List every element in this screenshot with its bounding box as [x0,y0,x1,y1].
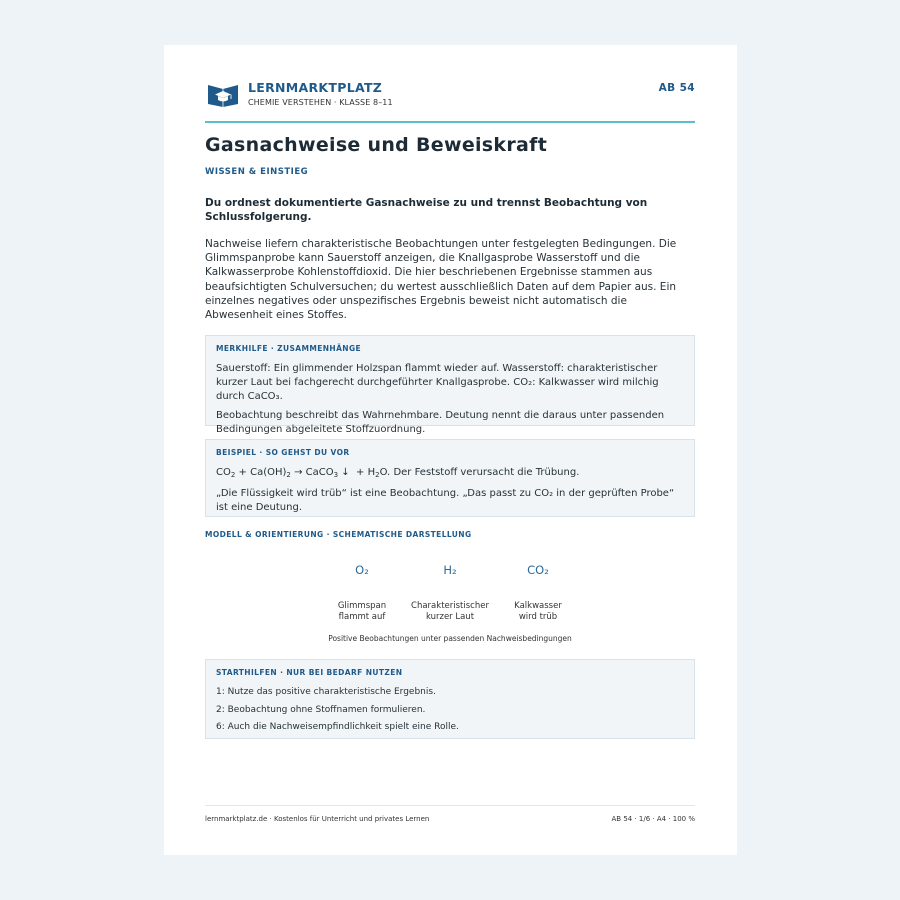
starthilfen-box [205,659,695,739]
starthilfe-item: 1: Nutze das positive charakteristische Ergebnis. [216,687,436,697]
worksheet-page [164,45,737,855]
footer-source: lernmarktplatz.de · Kostenlos für Unterricht und privates Lernen [205,815,430,823]
reaction-equation: $CO_2 + Ca(OH)_2$ → CaCO$_3$ ↓ + $H_2O$. Der Feststoff verursacht die Trübung. [216,467,580,479]
footer-divider [205,805,695,806]
sheet-number: AB 54 [658,82,695,94]
model-caption: Positive Beobachtungen unter passenden Nachweisbedingungen [328,634,572,643]
brand-subtitle: CHEMIE VERSTEHEN · KLASSE 8–11 [248,98,393,107]
header-divider [205,121,695,123]
observation-co2: Kalkwasser wird trüb [514,601,562,622]
merkhilfe-box [205,335,695,435]
gas-label-co2: CO₂ [527,563,549,577]
section-kicker: WISSEN & EINSTIEG [205,167,309,177]
starthilfe-item: 2: Beobachtung ohne Stoffnamen formulieren. [216,704,426,715]
beispiel-text: „Die Flüssigkeit wird trüb“ ist eine Beobachtung. „Das passt zu CO₂ in der geprüften Probe“ ist eine Deutung. [216,488,675,513]
starthilfe-item: 6: Auch die Nachweisempfindlichkeit spielt eine Rolle. [216,722,459,732]
open-book-graduation-cap-icon [207,81,239,107]
merkhilfe-text-1: Sauerstoff: Ein glimmender Holzspan flammt wieder auf. Wasserstoff: charakteristischer kurzer Laut bei fachgerecht durchgeführter Knallgasprobe. CO₂: Kalkwasser wird milchig durch CaCO₃. [216,363,659,402]
intro-paragraph: Nachweise liefern charakteristische Beobachtungen unter festgelegten Bedingungen. Die Glimmspanprobe kann Sauerstoff anzeigen, die Knallgasprobe Wasserstoff und die Kalkwasserprobe Kohlenstoffdioxid. Die hier beschriebenen Ergebnisse stammen aus beaufsichtigten Schulversuchen; du wertest ausschließlich Daten auf dem Papier aus. Ein einzelnes negatives oder unspezifisches Ergebnis beweist nicht automatisch die Abwesenheit eines Stoffes. [205,238,677,322]
beispiel-box [205,439,695,517]
gas-label-o2: O₂ [355,563,369,577]
page-header [205,79,695,119]
observation-h2: Charakteristischer kurzer Laut [411,601,489,622]
brand-name: LERNMARKTPLATZ [248,80,383,95]
lead-text: Du ordnest dokumentierte Gasnachweise zu und trennst Beobachtung von Schlussfolgerung. [205,197,648,223]
page-title: Gasnachweise und Beweiskraft [205,134,548,156]
page-content [205,45,695,855]
beispiel-label: BEISPIEL · SO GEHST DU VOR [216,448,350,457]
starthilfen-label: STARTHILFEN · NUR BEI BEDARF NUTZEN [216,668,403,677]
observation-o2: Glimmspan flammt auf [337,601,387,622]
gas-label-h2: H₂ [443,563,457,577]
footer-page-info: AB 54 · 1/6 · A4 · 100 % [611,815,695,823]
modell-label: MODELL & ORIENTIERUNG · SCHEMATISCHE DARSTELLUNG [205,530,472,539]
merkhilfe-label: MERKHILFE · ZUSAMMENHÄNGE [216,344,362,353]
merkhilfe-text-2: Beobachtung beschreibt das Wahrnehmbare. Deutung nennt die daraus unter passenden Bedingungen abgeleitete Stoffzuordnung. [216,410,665,435]
